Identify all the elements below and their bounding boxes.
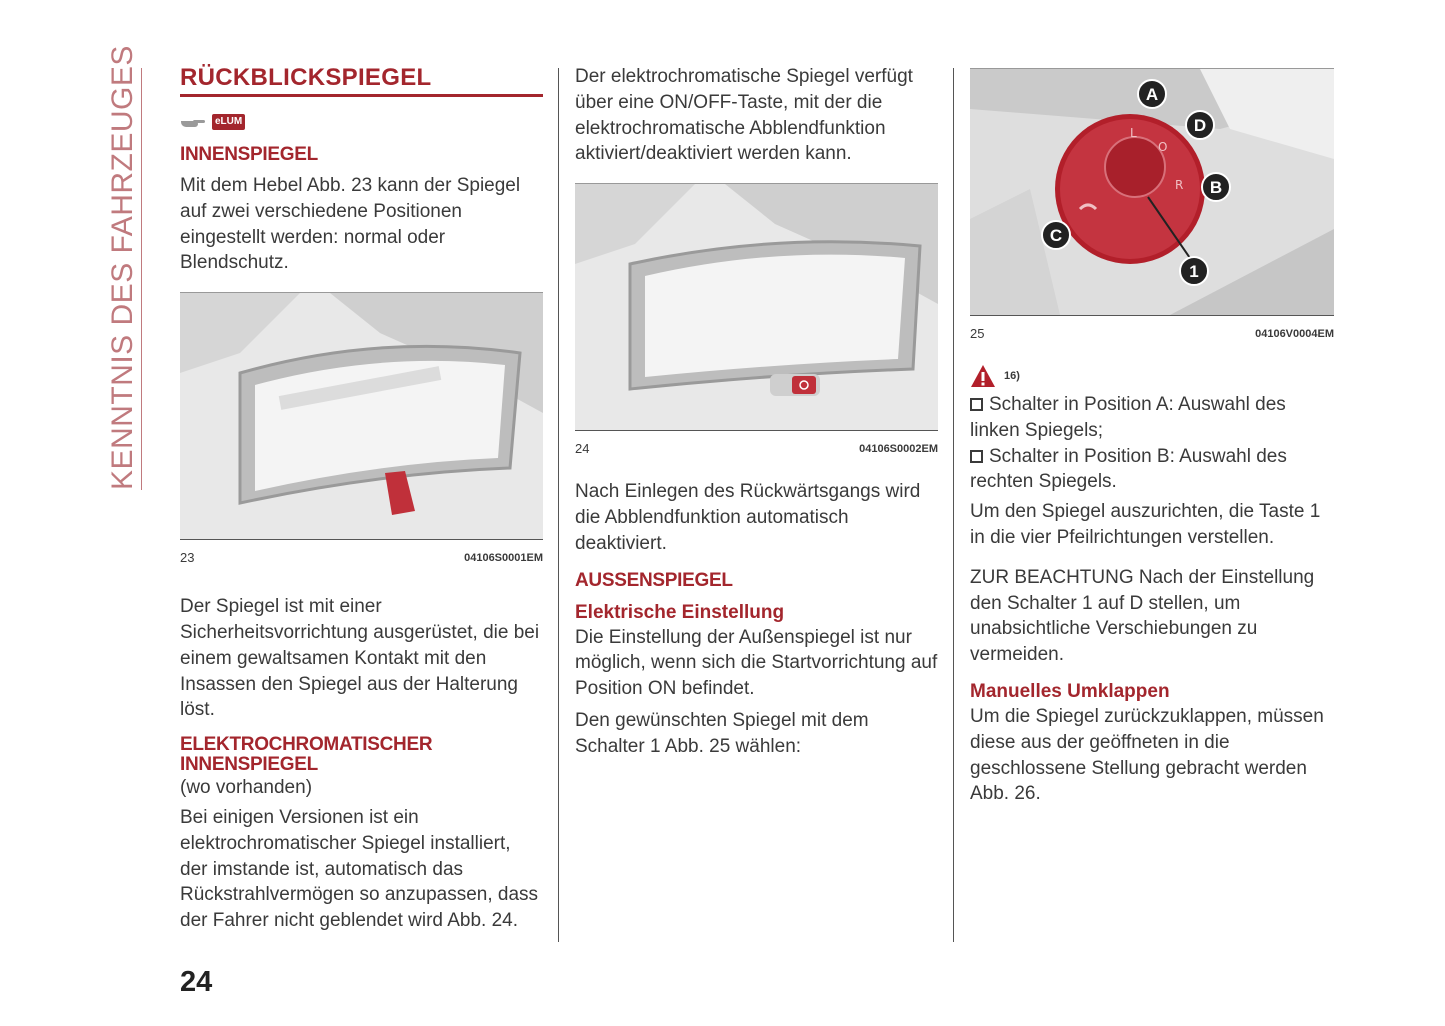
figure-code: 04106V0004EM [1255, 328, 1334, 340]
svg-text:R: R [1175, 178, 1184, 192]
paragraph: Nach Einlegen des Rückwärtsgangs wird die Abblendfunktion automatisch deaktiviert. [575, 481, 921, 554]
paragraph: Um die Spiegel zurückzuklappen, müssen diese aus der geöffneten in die geschlossene Stellung gebracht werden Abb. 26. [970, 705, 1324, 805]
heading-manuelles-umklappen: Manuelles Umklappen [970, 680, 1170, 702]
paragraph: Der elektrochromatische Spiegel verfügt über eine ON/OFF-Taste, mit der die elektrochromatische Abblendfunktion aktiviert/deaktiviert werden kann. [575, 66, 913, 165]
figure-number: 24 [575, 441, 590, 457]
paragraph: Der Spiegel ist mit einer Sicherheitsvorrichtung ausgerüstet, die bei einem gewaltsamen Kontakt mit den Insassen den Spiegel aus der Halterung löst. [180, 596, 540, 721]
hand-pointer-icon [180, 115, 206, 129]
svg-text:L: L [1130, 126, 1137, 140]
page-number: 24 [180, 966, 213, 998]
callout-label: C [1049, 226, 1063, 245]
warning-reference: 16) [1004, 370, 1020, 382]
warning-icon [970, 364, 996, 388]
column-2 [575, 64, 938, 760]
paragraph: Die Einstellung der Außenspiegel ist nur möglich, wenn sich die Startvorrichtung auf Position ON befindet. [575, 626, 938, 700]
bullet-text: Schalter in Position A: Auswahl des linken Spiegels; [970, 394, 1286, 441]
rearview-mirror-illustration [180, 293, 543, 539]
paragraph: (wo vorhanden) [180, 777, 313, 799]
sidebar-divider [141, 68, 142, 490]
figure-25 [970, 68, 1334, 316]
paragraph: Um den Spiegel auszurichten, die Taste 1 in die vier Pfeilrichtungen verstellen. [970, 501, 1321, 548]
section-title: KENNTNIS DES FAHRZEUGES [106, 45, 139, 490]
checkbox-bullet-icon [970, 398, 983, 411]
svg-text:O: O [1158, 140, 1168, 154]
figure-24-caption [575, 441, 938, 457]
elum-badge: eLUM [212, 114, 245, 130]
heading-elektrische-einstellung: Elektrische Einstellung [575, 601, 785, 623]
figure-23-caption [180, 550, 543, 566]
column-divider [953, 68, 954, 942]
figure-24 [575, 183, 938, 431]
warning-note [970, 362, 1334, 390]
electrochromic-mirror-illustration [575, 184, 938, 430]
figure-25-caption [970, 326, 1334, 342]
checkbox-bullet-icon [970, 450, 983, 463]
figure-code: 04106S0002EM [859, 443, 938, 456]
mirror-switch-illustration [970, 69, 1334, 315]
callout-label: D [1193, 116, 1207, 135]
callout-label: 1 [1189, 262, 1199, 281]
heading-aussenspiegel: AUSSENSPIEGEL [575, 569, 733, 591]
column-3 [970, 64, 1334, 807]
paragraph: Den gewünschten Spiegel mit dem Schalter 1 Abb. 25 wählen: [575, 709, 869, 757]
callout-label: A [1145, 85, 1159, 104]
bullet-text: Schalter in Position B: Auswahl des rechten Spiegels. [970, 445, 1287, 493]
bullet-item [970, 444, 1334, 496]
sidebar [106, 45, 140, 490]
paragraph: Mit dem Hebel Abb. 23 kann der Spiegel auf zwei verschiedene Positionen eingestellt werden: normal oder Blendschutz. [180, 175, 521, 274]
column-divider [558, 68, 559, 942]
feature-icons [180, 111, 543, 133]
heading-innenspiegel: INNENSPIEGEL [180, 144, 318, 165]
figure-number: 23 [180, 550, 195, 566]
callout-label: B [1209, 178, 1223, 197]
note-paragraph: ZUR BEACHTUNG Nach der Einstellung den Schalter 1 auf D stellen, um unabsichtliche Verschiebungen zu vermeiden. [970, 566, 1315, 666]
paragraph: Bei einigen Versionen ist ein elektrochromatischer Spiegel installiert, der imstande ist, automatisch das Rückstrahlvermögen so anzupassen, dass der Fahrer nicht geblendet wird Abb. 24. [180, 806, 539, 932]
page-title: RÜCKBLICKSPIEGEL [180, 64, 543, 97]
heading-elektrochromatischer: ELEKTROCHROMATISCHER INNENSPIEGEL [180, 734, 433, 776]
figure-23 [180, 292, 543, 540]
bullet-item [970, 392, 1334, 444]
figure-code: 04106S0001EM [464, 552, 543, 565]
column-1 [180, 64, 543, 934]
figure-number: 25 [970, 326, 985, 341]
